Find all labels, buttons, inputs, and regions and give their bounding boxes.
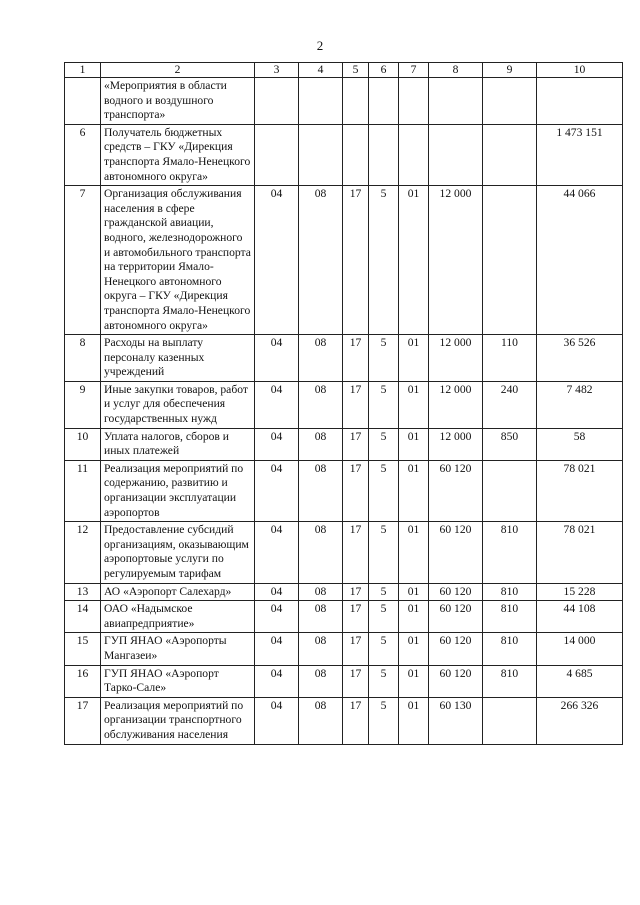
code-program: 17: [343, 601, 369, 633]
code-subprogram: 5: [369, 335, 399, 382]
code-subsection: [299, 78, 343, 125]
row-amount: 15 228: [537, 583, 623, 601]
code-direction: [429, 124, 483, 185]
code-subprogram: 5: [369, 601, 399, 633]
code-program: 17: [343, 665, 369, 697]
code-program: 17: [343, 381, 369, 428]
code-expense-type: 810: [483, 583, 537, 601]
code-subprogram: [369, 124, 399, 185]
code-direction: [429, 78, 483, 125]
table-row: [65, 460, 623, 521]
table-row: [65, 665, 623, 697]
table-row: [65, 428, 623, 460]
row-name: Уплата налогов, сборов и иных платежей: [101, 428, 255, 460]
code-subprogram: 5: [369, 633, 399, 665]
code-program: 17: [343, 633, 369, 665]
code-subsection: 08: [299, 186, 343, 335]
row-number: 7: [65, 186, 101, 335]
row-amount: 78 021: [537, 522, 623, 583]
code-subsection: 08: [299, 381, 343, 428]
code-expense-type: 810: [483, 633, 537, 665]
code-program: 17: [343, 583, 369, 601]
code-subprogram: [369, 78, 399, 125]
row-name: Реализация мероприятий по организации транспортного обслуживания населения: [101, 697, 255, 744]
row-amount: 7 482: [537, 381, 623, 428]
code-program: [343, 78, 369, 125]
table-row: [65, 522, 623, 583]
column-header: 9: [483, 63, 537, 78]
column-header: 5: [343, 63, 369, 78]
row-amount: 1 473 151: [537, 124, 623, 185]
code-subprogram: 5: [369, 583, 399, 601]
code-program: 17: [343, 522, 369, 583]
column-header: 8: [429, 63, 483, 78]
row-amount: 44 108: [537, 601, 623, 633]
code-direction: 60 130: [429, 697, 483, 744]
row-amount: 14 000: [537, 633, 623, 665]
row-number: [65, 78, 101, 125]
code-subsection: 08: [299, 522, 343, 583]
header-row: [65, 63, 623, 78]
row-name: ГУП ЯНАО «Аэропорты Мангазеи»: [101, 633, 255, 665]
code-section: 04: [255, 697, 299, 744]
code-subsection: 08: [299, 697, 343, 744]
code-direction: 60 120: [429, 665, 483, 697]
code-direction: 12 000: [429, 335, 483, 382]
code-section: 04: [255, 633, 299, 665]
code-direction: 60 120: [429, 522, 483, 583]
row-name: Получатель бюджетных средств – ГКУ «Дирекция транспорта Ямало-Ненецкого автономного округа»: [101, 124, 255, 185]
code-section: 04: [255, 665, 299, 697]
row-name: Предоставление субсидий организациям, оказывающим аэропортовые услуги по регулируемым тарифам: [101, 522, 255, 583]
code-section: 04: [255, 583, 299, 601]
code-section: [255, 78, 299, 125]
code-expense-type: [483, 78, 537, 125]
row-number: 17: [65, 697, 101, 744]
code-section: 04: [255, 601, 299, 633]
table-row: [65, 124, 623, 185]
code-section: 04: [255, 335, 299, 382]
column-header: 4: [299, 63, 343, 78]
code-activity: 01: [399, 186, 429, 335]
table-row: [65, 78, 623, 125]
code-activity: 01: [399, 460, 429, 521]
row-name: АО «Аэропорт Салехард»: [101, 583, 255, 601]
column-header: 10: [537, 63, 623, 78]
row-number: 8: [65, 335, 101, 382]
column-header: 7: [399, 63, 429, 78]
code-subprogram: 5: [369, 697, 399, 744]
code-subsection: 08: [299, 460, 343, 521]
row-amount: 78 021: [537, 460, 623, 521]
code-program: 17: [343, 460, 369, 521]
row-number: 16: [65, 665, 101, 697]
code-program: 17: [343, 335, 369, 382]
code-section: [255, 124, 299, 185]
code-expense-type: [483, 186, 537, 335]
row-amount: 44 066: [537, 186, 623, 335]
row-name: Иные закупки товаров, работ и услуг для обеспечения государственных нужд: [101, 381, 255, 428]
table-row: [65, 186, 623, 335]
code-subsection: 08: [299, 583, 343, 601]
table-row: [65, 583, 623, 601]
code-direction: 12 000: [429, 186, 483, 335]
row-number: 15: [65, 633, 101, 665]
code-subsection: 08: [299, 601, 343, 633]
code-expense-type: 810: [483, 665, 537, 697]
row-name: Расходы на выплату персоналу казенных учреждений: [101, 335, 255, 382]
code-direction: 60 120: [429, 601, 483, 633]
code-expense-type: [483, 460, 537, 521]
table-row: [65, 381, 623, 428]
row-name: Реализация мероприятий по содержанию, развитию и организации эксплуатации аэропортов: [101, 460, 255, 521]
row-amount: 36 526: [537, 335, 623, 382]
code-expense-type: 810: [483, 601, 537, 633]
code-activity: 01: [399, 335, 429, 382]
code-section: 04: [255, 460, 299, 521]
code-expense-type: [483, 697, 537, 744]
page-number: 2: [316, 38, 324, 53]
code-activity: 01: [399, 665, 429, 697]
row-number: 10: [65, 428, 101, 460]
row-name: Организация обслуживания населения в сфере гражданской авиации, водного, железнодорожного и автомобильного транспорта на территории Ямало-Ненецкого автономного округа – ГКУ «Дирекция транспорта Ямало-Ненецкого автономного округа»: [101, 186, 255, 335]
budget-table: [64, 62, 623, 745]
code-activity: [399, 78, 429, 125]
table-body: [65, 78, 623, 745]
code-section: 04: [255, 186, 299, 335]
code-direction: 60 120: [429, 460, 483, 521]
row-number: 9: [65, 381, 101, 428]
code-subsection: 08: [299, 428, 343, 460]
row-name: ОАО «Надымское авиапредприятие»: [101, 601, 255, 633]
code-expense-type: 850: [483, 428, 537, 460]
code-program: 17: [343, 428, 369, 460]
code-direction: 60 120: [429, 633, 483, 665]
row-name: «Мероприятия в области водного и воздушного транспорта»: [101, 78, 255, 125]
code-activity: 01: [399, 381, 429, 428]
column-header: 1: [65, 63, 101, 78]
row-number: 12: [65, 522, 101, 583]
table-row: [65, 335, 623, 382]
row-name: ГУП ЯНАО «Аэропорт Тарко-Сале»: [101, 665, 255, 697]
code-activity: 01: [399, 522, 429, 583]
code-activity: 01: [399, 583, 429, 601]
code-section: 04: [255, 428, 299, 460]
code-expense-type: [483, 124, 537, 185]
code-activity: 01: [399, 428, 429, 460]
code-activity: 01: [399, 697, 429, 744]
code-subprogram: 5: [369, 665, 399, 697]
table-row: [65, 601, 623, 633]
code-direction: 60 120: [429, 583, 483, 601]
code-activity: [399, 124, 429, 185]
code-subsection: 08: [299, 335, 343, 382]
code-program: 17: [343, 186, 369, 335]
code-subprogram: 5: [369, 428, 399, 460]
column-header: 2: [101, 63, 255, 78]
code-expense-type: 810: [483, 522, 537, 583]
code-expense-type: 110: [483, 335, 537, 382]
code-subprogram: 5: [369, 381, 399, 428]
row-number: 11: [65, 460, 101, 521]
column-header: 3: [255, 63, 299, 78]
row-number: 6: [65, 124, 101, 185]
row-amount: 266 326: [537, 697, 623, 744]
code-section: 04: [255, 381, 299, 428]
row-amount: [537, 78, 623, 125]
code-subprogram: 5: [369, 522, 399, 583]
code-program: [343, 124, 369, 185]
code-subsection: 08: [299, 633, 343, 665]
row-amount: 4 685: [537, 665, 623, 697]
table-row: [65, 697, 623, 744]
code-section: 04: [255, 522, 299, 583]
code-activity: 01: [399, 633, 429, 665]
column-header: 6: [369, 63, 399, 78]
row-amount: 58: [537, 428, 623, 460]
table-row: [65, 633, 623, 665]
code-direction: 12 000: [429, 428, 483, 460]
code-program: 17: [343, 697, 369, 744]
row-number: 13: [65, 583, 101, 601]
row-number: 14: [65, 601, 101, 633]
code-subprogram: 5: [369, 186, 399, 335]
code-direction: 12 000: [429, 381, 483, 428]
code-subsection: 08: [299, 665, 343, 697]
code-subsection: [299, 124, 343, 185]
code-activity: 01: [399, 601, 429, 633]
code-subprogram: 5: [369, 460, 399, 521]
code-expense-type: 240: [483, 381, 537, 428]
